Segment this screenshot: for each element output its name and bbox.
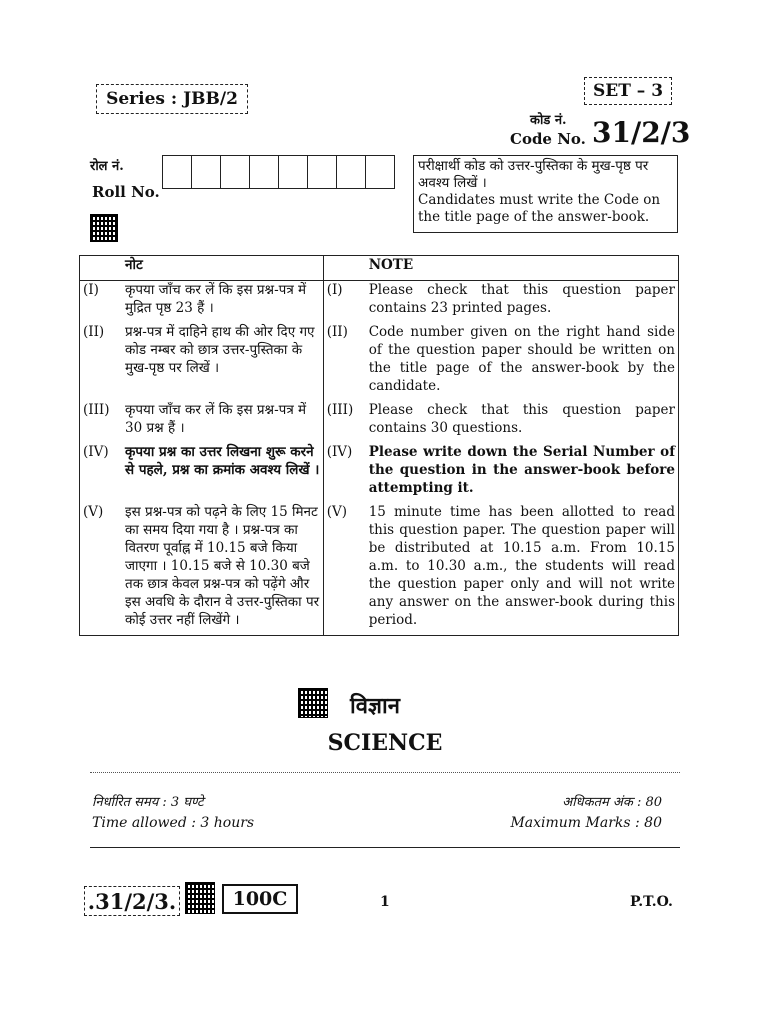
roll-box[interactable] (221, 156, 250, 188)
candidate-instruction-hindi: परीक्षार्थी कोड को उत्तर-पुस्तिका के मुख-पृष्ठ पर अवश्य लिखें । (418, 158, 649, 191)
max-marks-hindi: अधिकतम अंक : 80 (562, 795, 662, 810)
time-allowed: Time allowed : 3 hours (92, 815, 255, 831)
note-row (80, 281, 679, 324)
code-number: 31/2/3 (592, 116, 691, 149)
candidate-instruction-box (413, 155, 678, 233)
roll-box[interactable] (308, 156, 337, 188)
note-heading-hindi: नोट (122, 256, 323, 281)
max-marks: Maximum Marks : 80 (510, 815, 662, 831)
roll-number-boxes[interactable] (162, 155, 395, 189)
note-text-english: 15 minute time has been allotted to read this question paper. The question paper will be distributed at 10.15 a.m. From 10.15 a.m. to 10.30 a.m., the students will read the question paper only and will not write any answer on the answer-book during this period. (368, 504, 675, 628)
note-number: (I) (83, 282, 99, 298)
note-heading-english: NOTE (366, 256, 679, 281)
candidate-instruction-english: Candidates must write the Code on the title page of the answer-book. (418, 192, 661, 225)
set-label: SET – 3 (584, 77, 672, 105)
code-label-hindi: कोड नं. (530, 113, 567, 128)
note-text-english: Code number given on the right hand side of the question paper should be written on the title page of the answer-book by the candidate. (368, 324, 675, 394)
note-number: (III) (83, 402, 110, 418)
note-text-english: Please write down the Serial Number of the question in the answer-book before attempting it. (368, 444, 675, 496)
note-number: (IV) (326, 444, 353, 460)
roll-box[interactable] (366, 156, 394, 188)
note-row (80, 503, 679, 636)
roll-box[interactable] (192, 156, 221, 188)
note-text-english: Please check that this question paper contains 23 printed pages. (368, 282, 675, 316)
roll-box[interactable] (163, 156, 192, 188)
roll-label: Roll No. (92, 183, 160, 201)
note-number: (V) (83, 504, 104, 520)
dotted-divider (90, 772, 680, 773)
divider (90, 847, 680, 848)
note-number: (III) (326, 402, 354, 418)
page-number: 1 (380, 894, 390, 910)
note-text-english: Please check that this question paper contains 30 questions. (368, 402, 675, 436)
roll-label-hindi: रोल नं. (90, 159, 124, 174)
time-allowed-hindi: निर्धारित समय : 3 घण्टे (92, 795, 204, 810)
subject-title: SCIENCE (327, 730, 443, 756)
notes-table (79, 255, 679, 636)
roll-box[interactable] (337, 156, 366, 188)
note-number: (II) (83, 324, 105, 340)
note-text-hindi: कृपया जाँच कर लें कि इस प्रश्न-पत्र में मुद्रित पृष्ठ 23 हैं । (122, 281, 323, 324)
note-row (80, 443, 679, 503)
note-text-hindi: कृपया प्रश्न का उत्तर लिखना शुरू करने से पहले, प्रश्न का क्रमांक अवश्य लिखें । (122, 443, 323, 503)
note-number: (V) (326, 504, 347, 520)
footer-tag: 100C (222, 884, 298, 914)
note-number: (I) (326, 282, 343, 298)
note-row (80, 323, 679, 401)
roll-box[interactable] (250, 156, 279, 188)
footer-code: .31/2/3. (84, 886, 180, 916)
note-number: (II) (326, 324, 348, 340)
note-row (80, 401, 679, 443)
note-text-hindi: इस प्रश्न-पत्र को पढ़ने के लिए 15 मिनट का समय दिया गया है । प्रश्न-पत्र का वितरण पूर्वाह्न में 10.15 बजे किया जाएगा । 10.15 बजे से 10.30 बजे तक छात्र केवल प्रश्न-पत्र को पढ़ेंगे और इस अवधि के दौरान वे उत्तर-पुस्तिका पर कोई उत्तर नहीं लिखेंगे । (122, 503, 323, 636)
roll-box[interactable] (279, 156, 308, 188)
qr-code-icon (298, 688, 328, 718)
pto-label: P.T.O. (630, 894, 673, 910)
series-label: Series : JBB/2 (96, 84, 248, 114)
qr-code-icon (90, 214, 118, 242)
qr-code-icon (185, 882, 215, 914)
note-number: (IV) (83, 444, 109, 460)
note-text-hindi: कृपया जाँच कर लें कि इस प्रश्न-पत्र में 30 प्रश्न हैं । (122, 401, 323, 443)
note-text-hindi: प्रश्न-पत्र में दाहिने हाथ की ओर दिए गए कोड नम्बर को छात्र उत्तर-पुस्तिका के मुख-पृष्ठ पर लिखें । (122, 323, 323, 401)
subject-title-hindi: विज्ञान (350, 693, 400, 719)
code-label: Code No. (510, 130, 586, 148)
